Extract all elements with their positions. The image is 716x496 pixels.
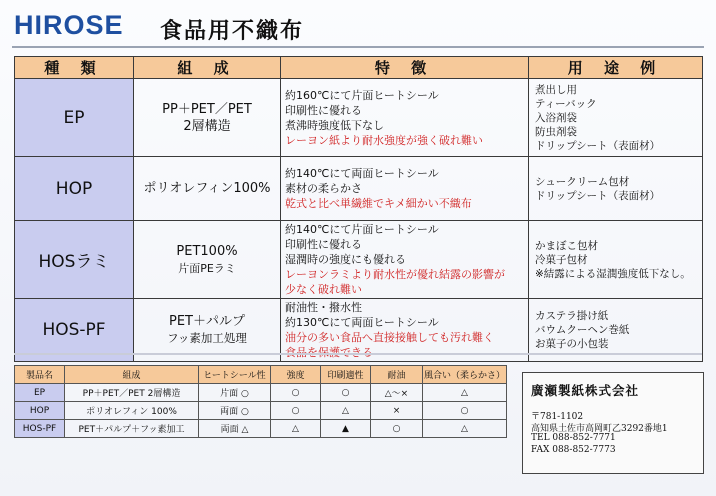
company-info-box — [522, 372, 704, 474]
use-line: かまぼこ包材 — [535, 239, 598, 252]
comparison-table — [14, 365, 507, 438]
cmp-heatseal: 両面 △ — [199, 420, 271, 438]
use-line: シュークリーム包材 — [535, 175, 630, 188]
cmp-product: HOP — [15, 402, 65, 420]
feature-line-highlight: レーヨン紙より耐水強度が強く破れ難い — [285, 133, 483, 147]
composition-line: フッ素加工処理 — [167, 331, 247, 345]
product-composition — [134, 157, 281, 221]
use-line: ※結露による湿潤強度低下なし。 — [535, 267, 691, 280]
section-divider — [14, 353, 702, 355]
cmp-printability: ▲ — [321, 420, 371, 438]
feature-line-highlight: 油分の多い食品へ直接接触しても汚れ難く — [285, 331, 494, 344]
brand-logo: HIROSE — [14, 10, 124, 40]
cmp-header-texture: 風合い（柔らかさ） — [423, 366, 507, 384]
feature-line: 耐油性・撥水性 — [285, 301, 362, 314]
cmp-product: EP — [15, 384, 65, 402]
cmp-oil-resistance: × — [371, 402, 423, 420]
table-row — [15, 221, 703, 299]
cmp-texture: △ — [423, 384, 507, 402]
company-name: 廣瀬製紙株式会社 — [531, 383, 640, 398]
company-postal: 〒781-1102 — [531, 412, 584, 422]
company-fax: FAX 088-852-7773 — [531, 445, 616, 455]
cmp-composition: PP＋PET／PET 2層構造 — [65, 384, 199, 402]
product-features — [281, 157, 529, 221]
cmp-header-product: 製品名 — [15, 366, 65, 384]
feature-line-highlight: 少なく破れ難い — [285, 283, 362, 296]
feature-line-highlight: レーヨンラミより耐水性が優れ結露の影響が — [285, 268, 505, 281]
cmp-oil-resistance: △～× — [371, 384, 423, 402]
product-uses — [529, 221, 703, 299]
company-address: 高知県土佐市高岡町乙3292番地1 — [531, 424, 668, 434]
use-line: ドリップシート（表面材） — [535, 139, 661, 152]
use-line: カステラ掛け紙 — [535, 310, 609, 322]
composition-line: ポリオレフィン100% — [143, 181, 271, 196]
feature-line: 印刷性に優れる — [285, 238, 362, 251]
feature-line: 約130℃にて両面ヒートシール — [285, 316, 439, 329]
composition-line: 片面PEラミ — [178, 261, 236, 275]
cmp-oil-resistance: ○ — [371, 420, 423, 438]
table-row — [15, 79, 703, 157]
use-line: 煮出し用 — [535, 83, 577, 96]
cmp-composition: ポリオレフィン 100% — [65, 402, 199, 420]
product-composition — [134, 79, 281, 157]
cmp-texture: △ — [423, 420, 507, 438]
use-line: 冷菓子包材 — [535, 253, 588, 266]
cmp-strength: △ — [271, 420, 321, 438]
composition-line: 2層構造 — [183, 118, 231, 134]
use-line: 防虫剤袋 — [535, 125, 577, 138]
company-tel: TEL 088-852-7771 — [531, 433, 616, 443]
table-row — [15, 384, 507, 402]
table-row — [15, 157, 703, 221]
cmp-header-strength: 強度 — [271, 366, 321, 384]
feature-line: 印刷性に優れる — [285, 103, 362, 117]
composition-line: PET100% — [176, 243, 238, 259]
product-composition — [134, 221, 281, 299]
cmp-heatseal: 片面 ○ — [199, 384, 271, 402]
product-uses — [529, 79, 703, 157]
feature-line-highlight: 乾式と比べ単繊維でキメ細かい不織布 — [285, 197, 472, 210]
use-line: ドリップシート（表面材） — [535, 189, 661, 202]
cmp-product: HOS-PF — [15, 420, 65, 438]
feature-line: 約160℃にて片面ヒートシール — [285, 88, 439, 102]
cmp-header-printability: 印刷適性 — [321, 366, 371, 384]
title-divider — [12, 46, 704, 48]
product-type: EP — [15, 79, 134, 157]
product-type: HOSラミ — [15, 221, 134, 299]
cmp-strength: ○ — [271, 402, 321, 420]
table-row — [15, 402, 507, 420]
use-line: バウムクーヘン巻紙 — [535, 324, 630, 336]
cmp-header-oil-resistance: 耐油 — [371, 366, 423, 384]
composition-line: PET＋パルプ — [169, 314, 245, 329]
use-line: お菓子の小包装 — [535, 338, 609, 350]
use-line: 入浴剤袋 — [535, 111, 577, 124]
composition-line: PP＋PET／PET — [162, 101, 252, 117]
cmp-header-heatseal: ヒートシール性 — [199, 366, 271, 384]
feature-line: 煮沸時強度低下なし — [285, 118, 384, 132]
header-composition: 組 成 — [134, 57, 281, 79]
product-uses — [529, 157, 703, 221]
product-features — [281, 221, 529, 299]
header-features: 特 徴 — [281, 57, 529, 79]
cmp-composition: PET＋パルプ＋フッ素加工 — [65, 420, 199, 438]
cmp-printability: △ — [321, 402, 371, 420]
header-type: 種 類 — [15, 57, 134, 79]
feature-line: 湿潤時の強度にも優れる — [285, 253, 406, 266]
product-table — [14, 56, 703, 362]
cmp-header-composition: 組成 — [65, 366, 199, 384]
cmp-texture: ○ — [423, 402, 507, 420]
page-title: 食品用不織布 — [160, 19, 305, 44]
feature-line: 約140℃にて片面ヒートシール — [285, 223, 439, 236]
cmp-strength: ○ — [271, 384, 321, 402]
cmp-heatseal: 両面 ○ — [199, 402, 271, 420]
cmp-printability: ○ — [321, 384, 371, 402]
product-features — [281, 79, 529, 157]
product-type: HOS-PF — [15, 299, 134, 362]
feature-line: 約140℃にて両面ヒートシール — [285, 167, 439, 180]
feature-line: 素材の柔らかさ — [285, 182, 362, 195]
header-uses: 用 途 例 — [529, 57, 703, 79]
product-type: HOP — [15, 157, 134, 221]
table-row — [15, 420, 507, 438]
use-line: ティーバック — [535, 97, 597, 110]
